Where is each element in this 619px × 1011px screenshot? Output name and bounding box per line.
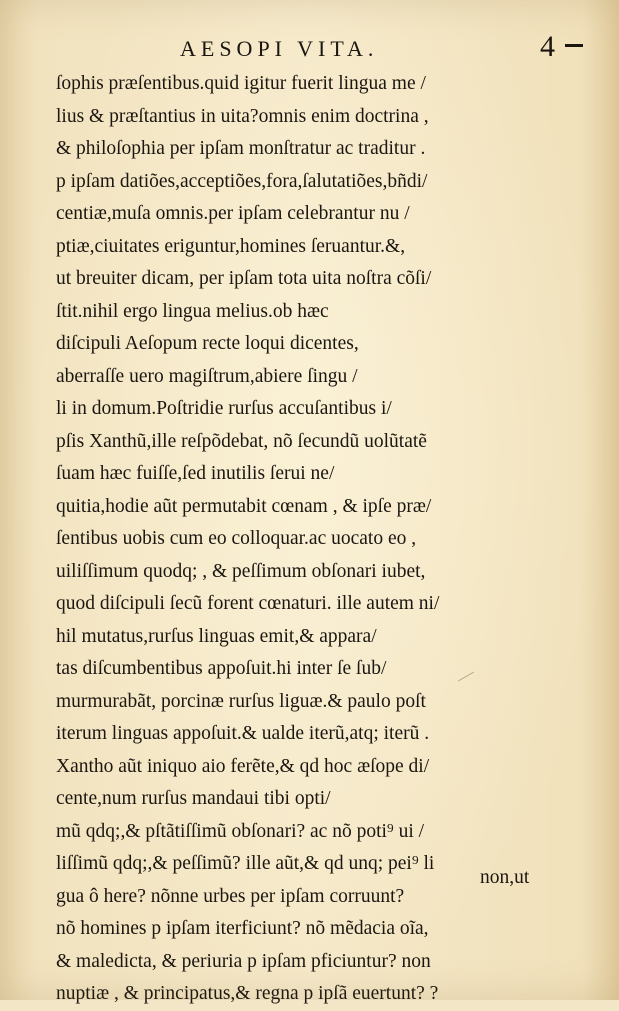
text-line: lius & præſtantius in uita?omnis enim doctrina , — [56, 105, 429, 127]
text-line: li in domum.Poſtridie rurſus accuſantibus i/ — [56, 398, 392, 419]
text-line: nuptiæ , & principatus,& regna p ipſã euertunt? ? — [56, 983, 439, 1004]
text-line: ut breuiter dicam, per ipſam tota uita noſtra cõſi/ — [56, 268, 432, 289]
text-line: pſis Xanthũ,ille reſpõdebat, nõ ſecundũ uolũtatẽ — [56, 430, 427, 452]
text-line: quod diſcipuli ſecũ forent cœnaturi. ille autem ni/ — [56, 593, 440, 614]
text-line: quitia,hodie aũt permutabit cœnam , & ipſe præ/ — [56, 495, 432, 517]
text-line: diſcipuli Aeſopum recte loqui dicentes, — [56, 333, 359, 354]
text-line: nõ homines p ipſam iterficiunt? nõ mẽdacia oĩa, — [56, 918, 429, 939]
text-line: & maledicta, & periuria p ipſam pficiuntur? non — [56, 950, 431, 972]
text-line: ſophis præſentibus.quid igitur fuerit lingua me / — [56, 73, 426, 94]
text-line: cente,num rurſus mandaui tibi opti/ — [56, 788, 331, 809]
text-line: Xantho aũt iniquo aio ferẽte,& qd hoc æſope di/ — [56, 755, 430, 777]
text-line: iterum linguas appoſuit.& ualde iterũ,atq; iterũ . — [56, 723, 430, 744]
text-line: & philoſophia per ipſam monſtratur ac traditur . — [56, 138, 426, 159]
running-head: AESOPI VITA. — [180, 36, 379, 61]
text-line: centiæ,muſa omnis.per ipſam celebrantur nu / — [56, 203, 410, 224]
text-line: ſuam hæc fuiſſe,ſed inutilis ſerui ne/ — [56, 463, 335, 484]
text-line: murmurabãt, porcinæ rurſus liguæ.& paulo poſt — [56, 690, 426, 712]
page-number: 4 — [540, 30, 555, 63]
text-line: uiliſſimum quodq; , & peſſimum obſonari iubet, — [56, 560, 426, 582]
text-line: ſtit.nihil ergo lingua melius.ob hæc — [56, 300, 329, 322]
text-line: liſſimũ qdq;,& peſſimũ? ille aũt,& qd unq; pei⁹ li — [56, 853, 435, 874]
text-line: mũ qdq;,& pſtãtiſſimũ obſonari? ac nõ poti⁹ ui / — [56, 820, 425, 842]
text-line: tas diſcumbentibus appoſuit.hi inter ſe ſub/ — [56, 658, 387, 679]
text-line: ptiæ,ciuitates eriguntur,homines ſeruantur.&, — [56, 235, 406, 257]
text-line: p ipſam datiões,acceptiões,fora,ſalutatiões,bñdi/ — [56, 170, 428, 192]
text-line: aberraſſe uero magiſtrum,abiere ſingu / — [56, 365, 358, 387]
text-line: gua ô here? nõnne urbes per ipſam corruunt? — [56, 885, 405, 907]
page-number-dash — [565, 44, 583, 47]
text-line: ſentibus uobis cum eo colloquar.ac uocato eo , — [56, 528, 417, 549]
catchword: non,ut — [480, 867, 530, 888]
text-line: hil mutatus,rurſus linguas emit,& appara/ — [56, 625, 377, 647]
